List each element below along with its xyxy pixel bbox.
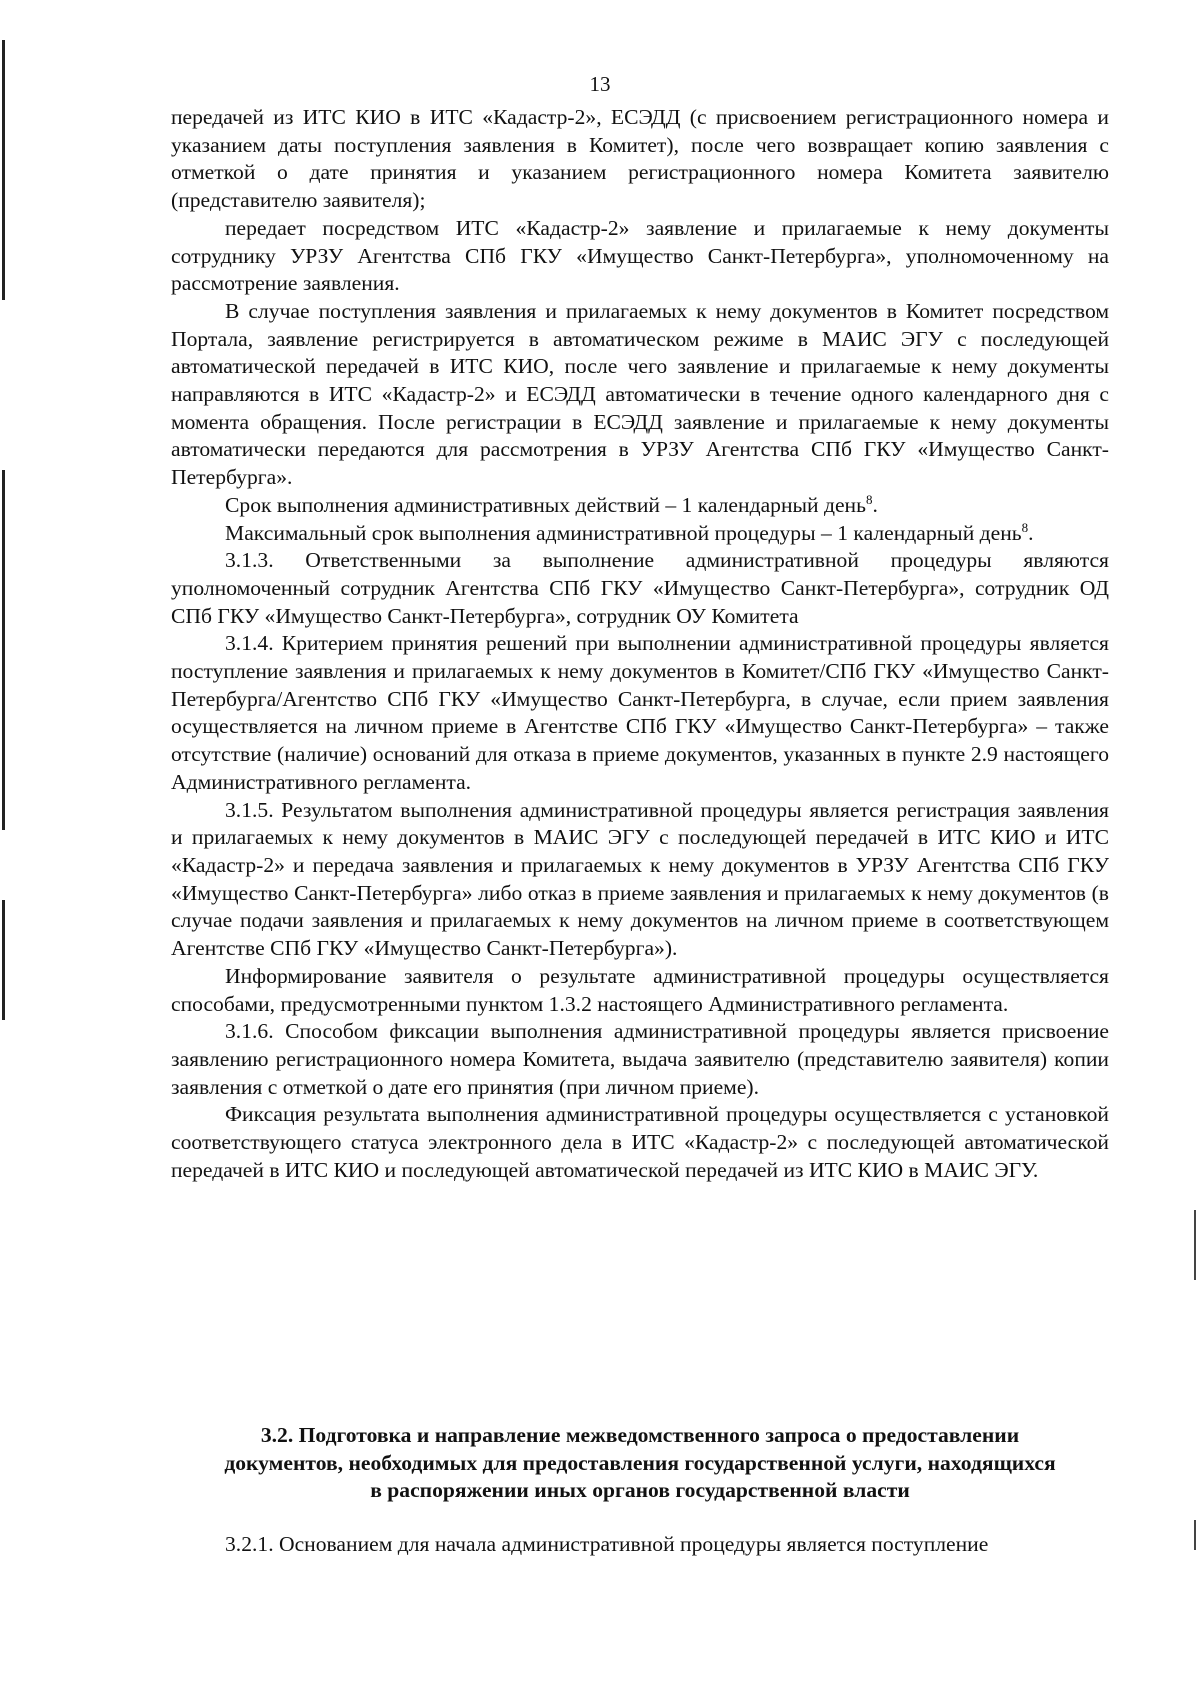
- page-number: 13: [589, 72, 611, 96]
- paragraph: Информирование заявителя о результате административной процедуры осуществляется способами, предусмотренными пунктом 1.3.2 настоящего Административного регламента.: [171, 963, 1109, 1016]
- paragraph-tail: .: [872, 492, 878, 517]
- paragraph: 3.1.5. Результатом выполнения административной процедуры является регистрация заявления и прилагаемых к нему документов в МАИС ЭГУ с последующей передачей в ИТС КИО и ИТС «Кадастр-2» и передача заявления и прилагаемых к нему документов в УРЗУ Агентства СПб ГКУ «Имущество Санкт-Петербурга» либо отказ в приеме заявления и прилагаемых к нему документов (в случае подачи заявления и прилагаемых к нему документов на личном приеме в соответствующем Агентстве СПб ГКУ «Имущество Санкт-Петербурга»).: [171, 797, 1109, 961]
- scan-edge-mark: [1194, 1520, 1196, 1550]
- scan-edge-mark: [2, 470, 5, 830]
- paragraph: 3.1.4. Критерием принятия решений при выполнении административной процедуры является поступление заявления и прилагаемых к нему документов в Комитет/СПб ГКУ «Имущество Санкт-Петербурга/Агентство СПб ГКУ «Имущество Санкт-Петербурга, в случае, если прием заявления осуществляется на личном приеме в Агентстве СПб ГКУ «Имущество Санкт-Петербурга» – также отсутствие (наличие) оснований для отказа в приеме документов, указанных в пункте 2.9 настоящего Административного регламента.: [171, 631, 1109, 794]
- paragraph: передает посредством ИТС «Кадастр-2» заявление и прилагаемые к нему документы сотруднику УРЗУ Агентства СПб ГКУ «Имущество Санкт-Петербурга», уполномоченному на рассмотрение заявления.: [171, 215, 1109, 296]
- section-heading-line: документов, необходимых для предоставления государственной услуги, находящихся: [224, 1450, 1056, 1475]
- section-heading-line: 3.2. Подготовка и направление межведомственного запроса о предоставлении: [260, 1423, 1020, 1447]
- paragraph: 3.1.6. Способом фиксации выполнения административной процедуры является присвоение заявлению регистрационного номера Комитета, выдача заявителю (представителю заявителя) копии заявления с отметкой о дате его принятия (при личном приеме).: [171, 1019, 1109, 1099]
- next-paragraph: [171, 1531, 1109, 1559]
- paragraph-text: Срок выполнения административных действий – 1 календарный день: [225, 492, 866, 517]
- paragraph: [171, 492, 1109, 520]
- scan-edge-mark: [2, 900, 5, 1020]
- paragraph: 3.1.3. Ответственными за выполнение административной процедуры являются уполномоченный сотрудник Агентства СПб ГКУ «Имущество Санкт-Петербурга», сотрудник ОД СПб ГКУ «Имущество Санкт-Петербурга», сотрудник ОУ Комитета: [171, 548, 1109, 628]
- footnote-ref: 8: [865, 491, 873, 507]
- body-text: [171, 104, 1109, 1184]
- paragraph: передачей из ИТС КИО в ИТС «Кадастр-2», ЕСЭДД (с присвоением регистрационного номера и указанием даты поступления заявления в Комитет), после чего возвращает копию заявления с отметкой о дате принятия и указанием регистрационного номера Комитета заявителю (представителю заявителя);: [171, 105, 1109, 213]
- paragraph: [171, 520, 1109, 548]
- section-heading: [171, 1422, 1109, 1505]
- section-heading-line: в распоряжении иных органов государственной власти: [370, 1478, 910, 1503]
- paragraph-tail: .: [1028, 520, 1034, 545]
- paragraph: В случае поступления заявления и прилагаемых к нему документов в Комитет посредством Портала, заявление регистрируется в автоматическом режиме в МАИС ЭГУ с последующей автоматической передачей в ИТС КИО, после чего заявление и прилагаемые к нему документы направляются в ИТС «Кадастр-2» и ЕСЭДД автоматически в течение одного календарного дня с момента обращения. После регистрации в ЕСЭДД заявление и прилагаемые к нему документы автоматически передаются для рассмотрения в УРЗУ Агентства СПб ГКУ «Имущество Санкт-Петербурга».: [171, 298, 1109, 490]
- paragraph: 3.2.1. Основанием для начала административной процедуры является поступление: [225, 1532, 989, 1556]
- footnote-ref: 8: [1021, 519, 1029, 535]
- paragraph: Фиксация результата выполнения административной процедуры осуществляется с установкой соответствующего статуса электронного дела в ИТС «Кадастр-2» с последующей автоматической передачей в ИТС КИО и последующей автоматической передачей из ИТС КИО в МАИС ЭГУ.: [171, 1102, 1109, 1182]
- paragraph-text: Максимальный срок выполнения административной процедуры – 1 календарный день: [225, 520, 1022, 545]
- scan-edge-mark: [1194, 1210, 1196, 1280]
